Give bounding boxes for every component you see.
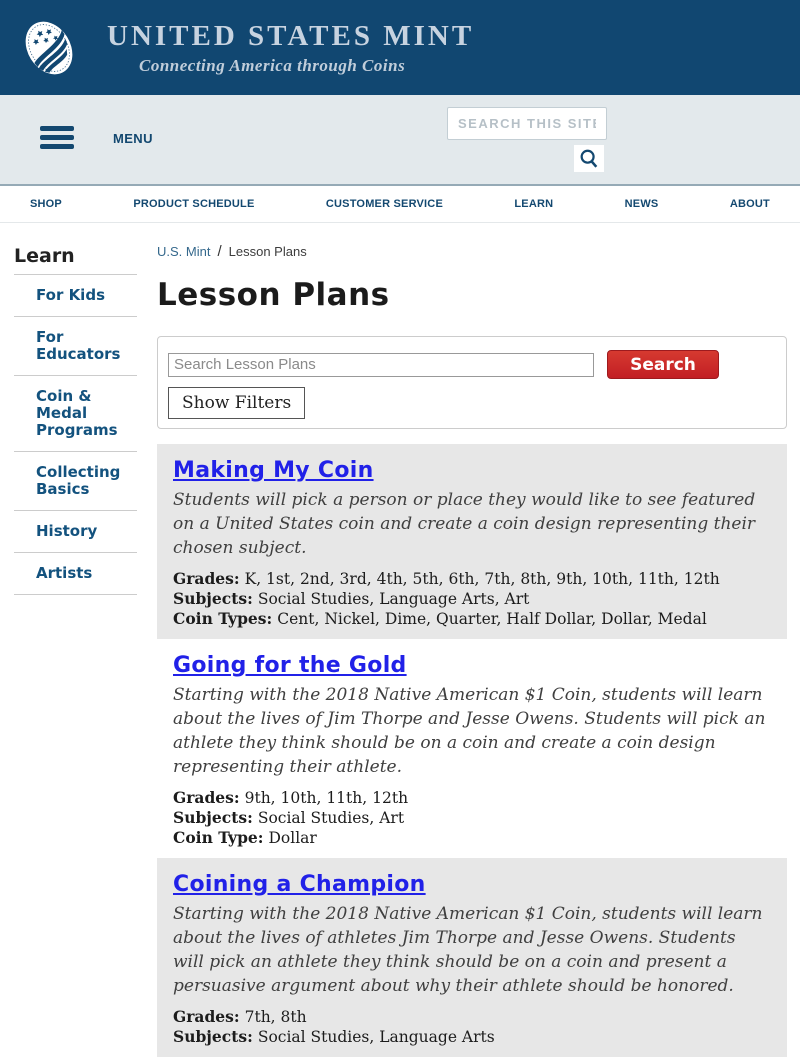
breadcrumb-current: Lesson Plans xyxy=(228,244,307,259)
nav-item-customer-service[interactable]: CUSTOMER SERVICE xyxy=(325,198,443,210)
lesson-meta-subjects: Subjects: Social Studies, Language Arts xyxy=(173,1027,495,1046)
main-content xyxy=(157,223,787,1057)
sidebar xyxy=(14,223,137,1057)
hamburger-menu-icon[interactable] xyxy=(40,126,74,149)
nav-item-news[interactable]: NEWS xyxy=(624,198,659,210)
lesson-card xyxy=(157,858,787,1057)
lesson-meta-coin-types: Coin Types: Cent, Nickel, Dime, Quarter, Half Dollar, Dollar, Medal xyxy=(173,609,707,628)
sidebar-item-label[interactable]: Artists xyxy=(36,564,93,582)
sidebar-item-label[interactable]: Collecting Basics xyxy=(36,463,121,498)
lesson-meta-grades: Grades: K, 1st, 2nd, 3rd, 4th, 5th, 6th, 7th, 8th, 9th, 10th, 11th, 12th xyxy=(173,569,720,588)
site-title: UNITED STATES MINT xyxy=(107,19,475,52)
lesson-meta-grades: Grades: 7th, 8th xyxy=(173,1007,307,1026)
sidebar-item-collecting-basics[interactable] xyxy=(14,451,137,510)
lesson-search-input[interactable] xyxy=(168,353,594,377)
breadcrumb-separator: / xyxy=(217,243,222,260)
site-tagline: Connecting America through Coins xyxy=(139,55,406,75)
lesson-description: Starting with the 2018 Native American $1 Coin, students will learn about the lives of Jim Thorpe and Jesse Owens. Students will pick an athlete they think should be on a coin and create a coin design representing their athlete. xyxy=(173,685,766,777)
breadcrumb-home-link[interactable]: U.S. Mint xyxy=(157,244,211,259)
nav-item-about[interactable]: ABOUT xyxy=(729,198,770,210)
sidebar-item-history[interactable] xyxy=(14,510,137,552)
lesson-card xyxy=(157,444,787,639)
sidebar-item-label[interactable]: For Educators xyxy=(36,328,121,363)
lesson-title-link[interactable]: Coining a Champion xyxy=(173,872,426,897)
nav-item-shop[interactable]: SHOP xyxy=(30,198,62,210)
search-button[interactable]: Search xyxy=(607,350,719,379)
primary-nav xyxy=(0,186,800,223)
lesson-title-link[interactable]: Going for the Gold xyxy=(173,653,407,678)
lesson-results-list xyxy=(157,444,787,1057)
site-header xyxy=(0,0,800,95)
sidebar-item-for-educators[interactable] xyxy=(14,316,137,375)
sidebar-item-label[interactable]: Coin & Medal Programs xyxy=(36,387,118,439)
lesson-meta-grades: Grades: 9th, 10th, 11th, 12th xyxy=(173,788,409,807)
sidebar-item-for-kids[interactable] xyxy=(14,274,137,316)
lesson-search-panel xyxy=(157,336,787,429)
lesson-title-link[interactable]: Making My Coin xyxy=(173,458,374,483)
sidebar-item-label[interactable]: For Kids xyxy=(36,286,105,304)
show-filters-button[interactable]: Show Filters xyxy=(168,387,305,419)
sidebar-item-label[interactable]: History xyxy=(36,522,98,540)
lesson-meta-subjects: Subjects: Social Studies, Language Arts, Art xyxy=(173,589,530,608)
site-search-button[interactable] xyxy=(574,145,604,172)
sidebar-item-artists[interactable] xyxy=(14,552,137,595)
nav-item-product-schedule[interactable]: PRODUCT SCHEDULE xyxy=(133,198,255,210)
sidebar-heading: Learn xyxy=(14,245,75,267)
menu-bar xyxy=(0,95,800,186)
page-title: Lesson Plans xyxy=(157,277,390,313)
nav-item-learn[interactable]: LEARN xyxy=(514,198,554,210)
lesson-meta-coin-type: Coin Type: Dollar xyxy=(173,828,317,847)
lesson-meta-subjects: Subjects: Social Studies, Art xyxy=(173,808,405,827)
lesson-card xyxy=(157,639,787,858)
menu-label[interactable]: MENU xyxy=(113,131,153,146)
lesson-description: Students will pick a person or place they would like to see featured on a United States coin and create a coin design representing their chosen subject. xyxy=(173,490,756,558)
sidebar-item-coin-medal-programs[interactable] xyxy=(14,375,137,451)
site-search-input[interactable] xyxy=(447,107,607,140)
lesson-description: Starting with the 2018 Native American $1 Coin, students will learn about the lives of athletes Jim Thorpe and Jesse Owens. Students will pick an athlete they think should be on a coin and present a persuasive argument about why their athlete should be honored. xyxy=(173,904,763,996)
us-mint-logo-icon[interactable] xyxy=(15,13,83,83)
breadcrumb xyxy=(157,243,787,260)
magnifier-icon xyxy=(578,148,600,170)
